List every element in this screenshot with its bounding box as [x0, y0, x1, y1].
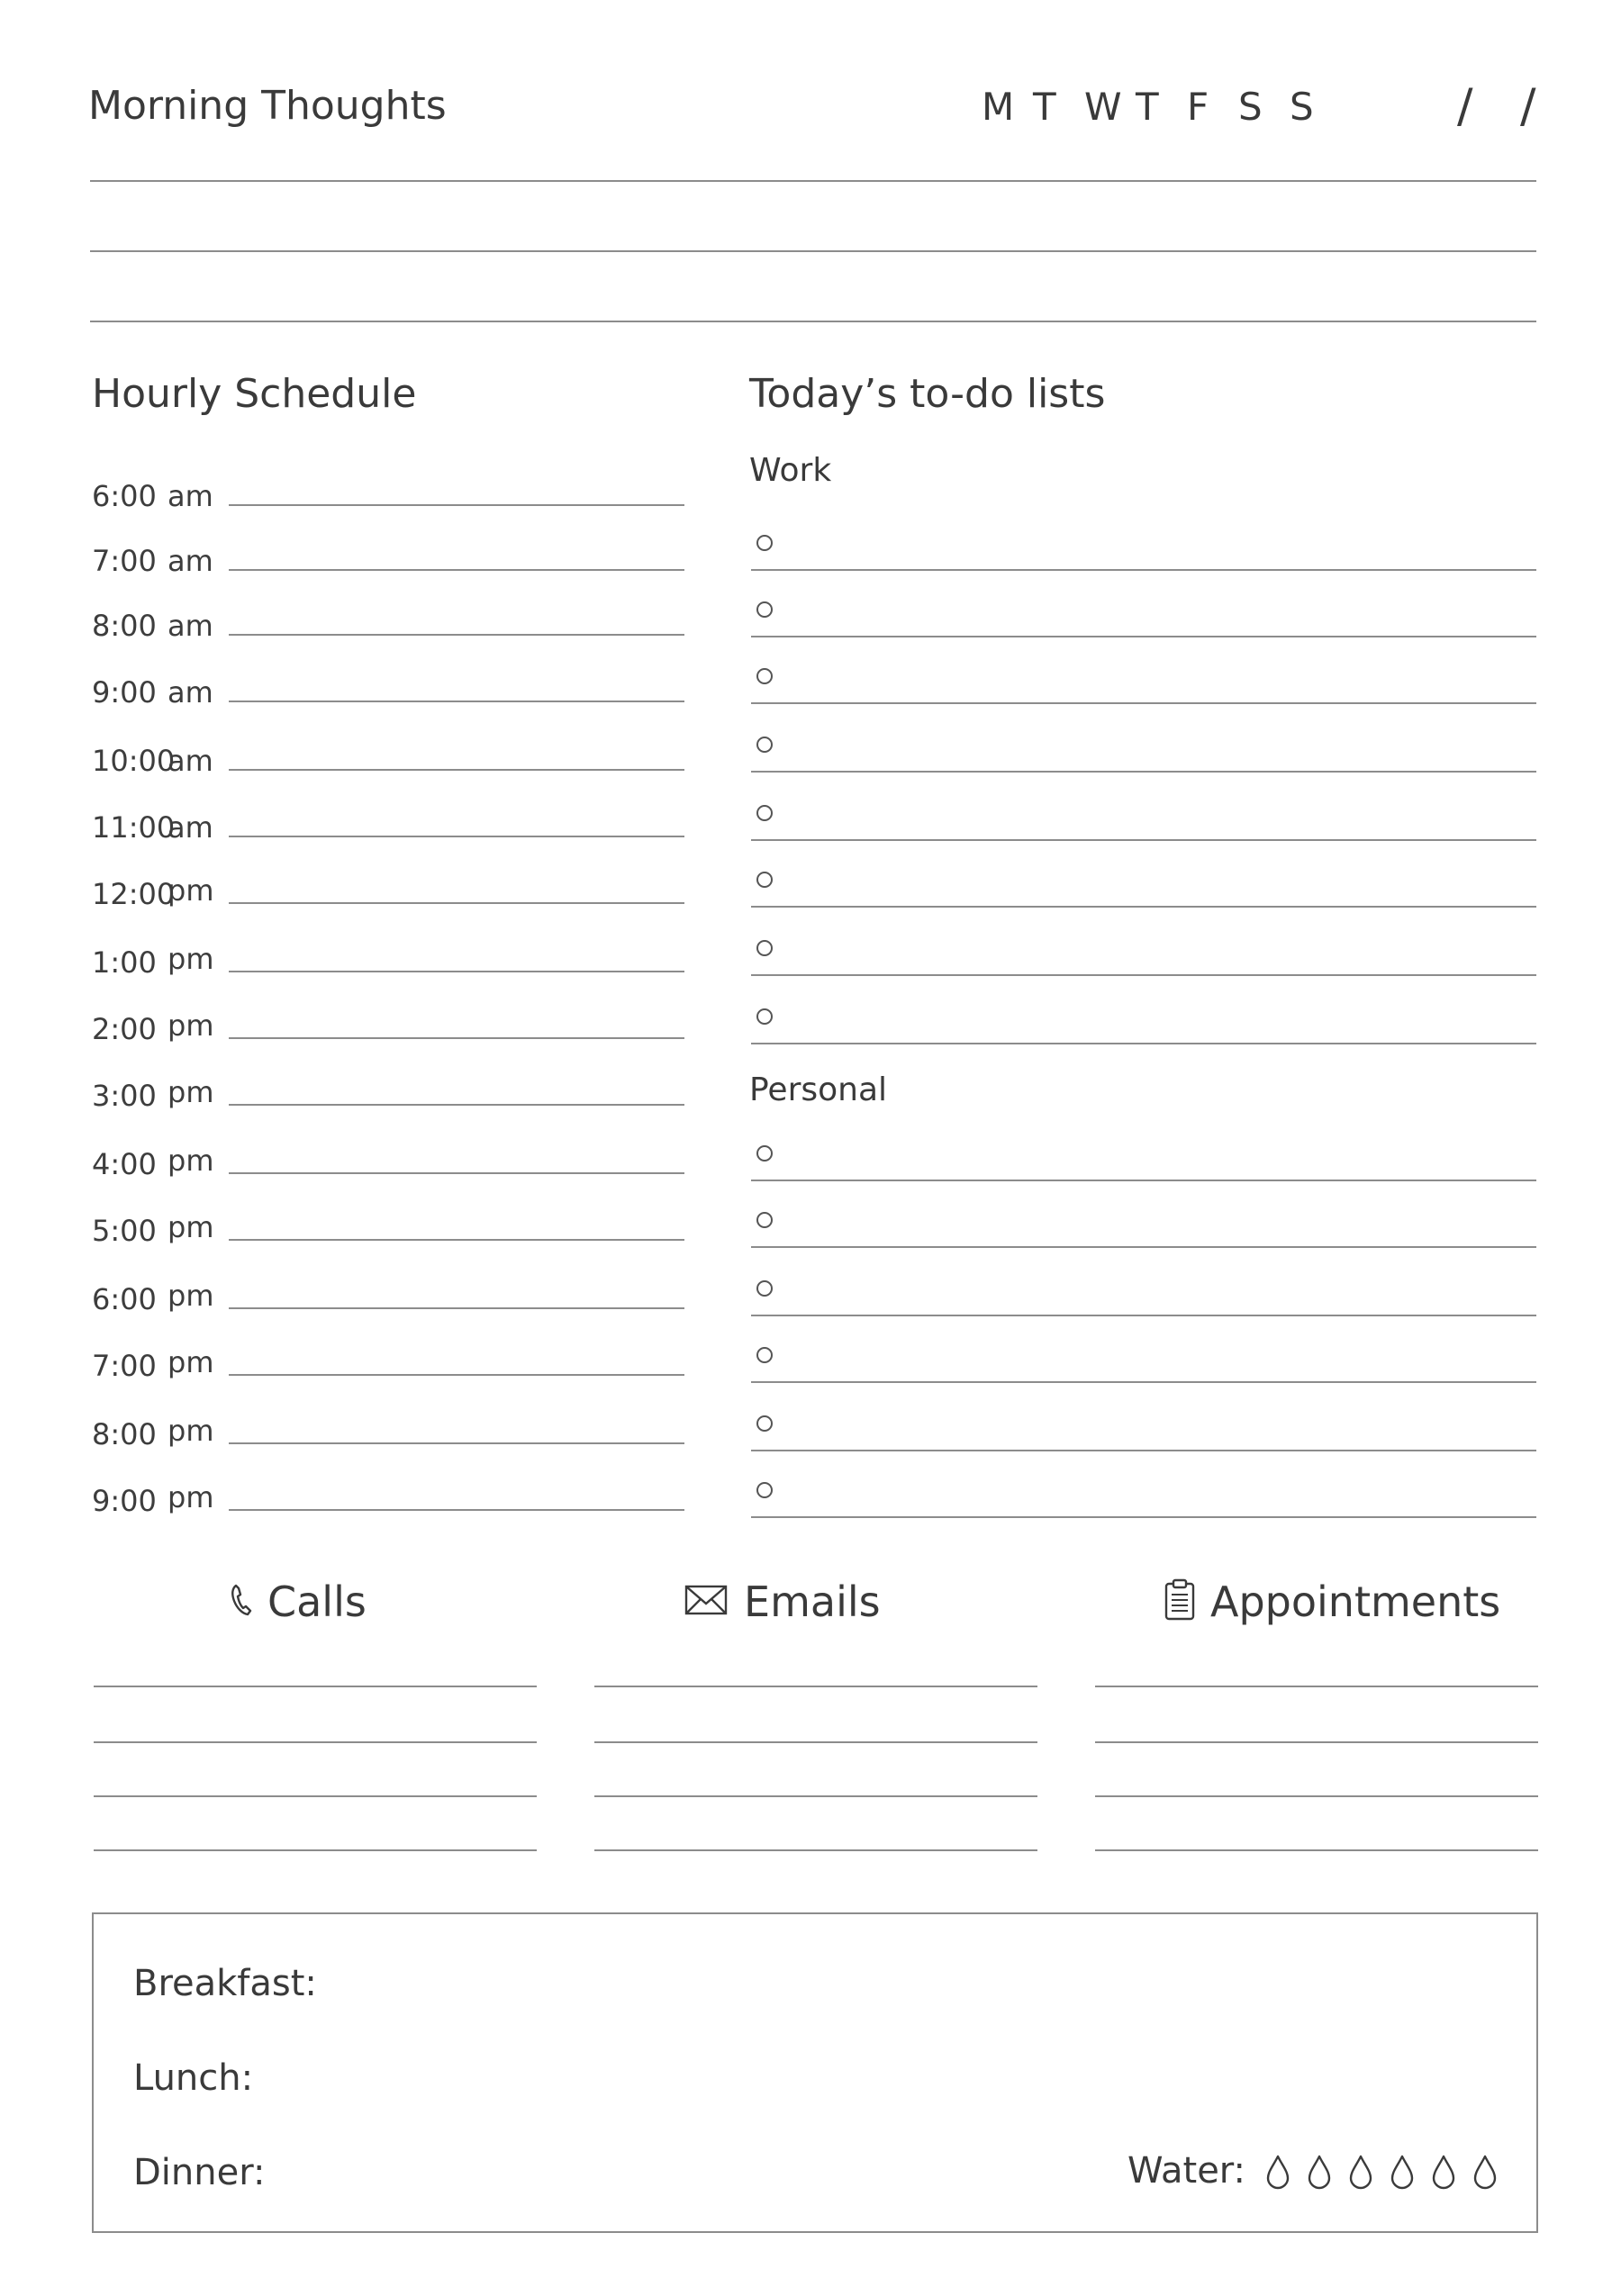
schedule-ampm: pm: [168, 1008, 214, 1043]
thoughts-line-3[interactable]: [90, 321, 1536, 322]
appointments-line[interactable]: [1095, 1741, 1538, 1743]
todo-checkbox[interactable]: [756, 1347, 773, 1363]
todo-checkbox[interactable]: [756, 1145, 773, 1162]
schedule-ampm: pm: [168, 1143, 214, 1178]
emails-header: [684, 1577, 881, 1626]
schedule-time: 2:00: [92, 1012, 157, 1046]
weekday-3[interactable]: T: [1136, 85, 1159, 129]
schedule-line[interactable]: [229, 701, 684, 702]
todo-line[interactable]: [751, 1381, 1536, 1383]
personal-label: Personal: [749, 1071, 888, 1108]
schedule-line[interactable]: [229, 769, 684, 771]
schedule-ampm: am: [168, 744, 213, 778]
schedule-ampm: pm: [168, 1075, 214, 1109]
schedule-line[interactable]: [229, 1509, 684, 1511]
schedule-line[interactable]: [229, 1307, 684, 1309]
schedule-time: 9:00: [92, 675, 157, 710]
weekday-0[interactable]: M: [982, 85, 1015, 129]
calls-title: Calls: [267, 1577, 367, 1626]
appointments-header: [1164, 1577, 1500, 1626]
todo-line[interactable]: [751, 771, 1536, 773]
schedule-time: 4:00: [92, 1147, 157, 1181]
todo-checkbox[interactable]: [756, 601, 773, 618]
schedule-time: 12:00: [92, 877, 176, 911]
weekday-1[interactable]: T: [1033, 85, 1056, 129]
weekday-2[interactable]: W: [1084, 85, 1122, 129]
schedule-line[interactable]: [229, 1037, 684, 1039]
schedule-line[interactable]: [229, 1374, 684, 1376]
todo-checkbox[interactable]: [756, 737, 773, 753]
todo-line[interactable]: [751, 1516, 1536, 1518]
water-drop-icon[interactable]: [1430, 2154, 1457, 2193]
schedule-ampm: pm: [168, 1480, 214, 1514]
todo-checkbox[interactable]: [756, 1482, 773, 1498]
todo-line[interactable]: [751, 702, 1536, 704]
water-label: Water:: [1127, 2150, 1246, 2192]
appointments-line[interactable]: [1095, 1849, 1538, 1851]
schedule-time: 3:00: [92, 1079, 157, 1113]
todo-line[interactable]: [751, 906, 1536, 908]
todo-line[interactable]: [751, 636, 1536, 637]
appointments-title: Appointments: [1210, 1577, 1501, 1626]
todo-line[interactable]: [751, 1315, 1536, 1316]
schedule-ampm: am: [168, 675, 213, 710]
schedule-time: 11:00: [92, 810, 176, 845]
schedule-time: 1:00: [92, 945, 157, 980]
todo-line[interactable]: [751, 1043, 1536, 1044]
breakfast-label[interactable]: Breakfast:: [133, 1963, 317, 2004]
dinner-label[interactable]: Dinner:: [133, 2152, 266, 2193]
schedule-ampm: pm: [168, 1210, 214, 1244]
schedule-ampm: am: [168, 609, 213, 643]
clipboard-icon: [1164, 1578, 1196, 1625]
schedule-ampm: am: [168, 544, 213, 578]
weekday-selector: [982, 85, 1341, 129]
todo-checkbox[interactable]: [756, 1008, 773, 1025]
todo-title: Today’s to-do lists: [749, 371, 1106, 417]
schedule-time: 8:00: [92, 609, 157, 643]
todo-checkbox[interactable]: [756, 668, 773, 684]
date-separator-1: /: [1457, 79, 1473, 133]
thoughts-line-1[interactable]: [90, 180, 1536, 182]
weekday-4[interactable]: F: [1187, 85, 1209, 129]
appointments-line[interactable]: [1095, 1795, 1538, 1797]
calls-line[interactable]: [94, 1686, 537, 1687]
schedule-time: 7:00: [92, 544, 157, 578]
weekday-5[interactable]: S: [1238, 85, 1263, 129]
schedule-line[interactable]: [229, 836, 684, 837]
schedule-ampm: pm: [168, 873, 214, 908]
weekday-6[interactable]: S: [1290, 85, 1314, 129]
todo-checkbox[interactable]: [756, 940, 773, 956]
todo-line[interactable]: [751, 1246, 1536, 1248]
schedule-time: 7:00: [92, 1349, 157, 1383]
emails-title: Emails: [744, 1577, 881, 1626]
todo-checkbox[interactable]: [756, 872, 773, 888]
appointments-line[interactable]: [1095, 1686, 1538, 1687]
date-separator-2: /: [1520, 79, 1536, 133]
todo-checkbox[interactable]: [756, 1415, 773, 1432]
water-drop-icon[interactable]: [1472, 2154, 1499, 2193]
schedule-title: Hourly Schedule: [92, 371, 417, 417]
emails-line[interactable]: [594, 1849, 1037, 1851]
todo-line[interactable]: [751, 569, 1536, 571]
calls-header: [230, 1577, 367, 1626]
schedule-time: 6:00: [92, 1282, 157, 1316]
work-label: Work: [749, 452, 832, 489]
emails-line[interactable]: [594, 1686, 1037, 1687]
schedule-line[interactable]: [229, 569, 684, 571]
todo-line[interactable]: [751, 1180, 1536, 1181]
schedule-ampm: am: [168, 479, 213, 513]
water-drop-icon[interactable]: [1306, 2154, 1333, 2193]
schedule-line[interactable]: [229, 1239, 684, 1241]
schedule-time: 9:00: [92, 1484, 157, 1518]
calls-line[interactable]: [94, 1795, 537, 1797]
schedule-ampm: pm: [168, 1414, 214, 1448]
schedule-ampm: pm: [168, 942, 214, 976]
water-drop-icon[interactable]: [1347, 2154, 1374, 2193]
todo-checkbox[interactable]: [756, 805, 773, 821]
emails-line[interactable]: [594, 1741, 1037, 1743]
schedule-time: 10:00: [92, 744, 176, 778]
schedule-time: 5:00: [92, 1214, 157, 1248]
schedule-line[interactable]: [229, 634, 684, 636]
schedule-line[interactable]: [229, 1442, 684, 1444]
envelope-icon: [684, 1584, 728, 1620]
emails-line[interactable]: [594, 1795, 1037, 1797]
phone-icon: [230, 1583, 255, 1621]
schedule-line[interactable]: [229, 971, 684, 972]
todo-line[interactable]: [751, 839, 1536, 841]
lunch-label[interactable]: Lunch:: [133, 2057, 254, 2099]
todo-line[interactable]: [751, 1450, 1536, 1451]
water-drop-icon[interactable]: [1264, 2154, 1291, 2193]
todo-checkbox[interactable]: [756, 1280, 773, 1297]
calls-line[interactable]: [94, 1741, 537, 1743]
schedule-ampm: pm: [168, 1345, 214, 1379]
schedule-ampm: am: [168, 810, 213, 845]
schedule-line[interactable]: [229, 1104, 684, 1106]
schedule-time: 8:00: [92, 1417, 157, 1451]
schedule-ampm: pm: [168, 1279, 214, 1313]
todo-line[interactable]: [751, 974, 1536, 976]
schedule-line[interactable]: [229, 902, 684, 904]
thoughts-line-2[interactable]: [90, 250, 1536, 252]
todo-checkbox[interactable]: [756, 535, 773, 551]
schedule-line[interactable]: [229, 504, 684, 506]
calls-line[interactable]: [94, 1849, 537, 1851]
todo-checkbox[interactable]: [756, 1212, 773, 1228]
schedule-line[interactable]: [229, 1172, 684, 1174]
page-title: Morning Thoughts: [88, 83, 447, 129]
schedule-time: 6:00: [92, 479, 157, 513]
water-drop-icon[interactable]: [1389, 2154, 1416, 2193]
